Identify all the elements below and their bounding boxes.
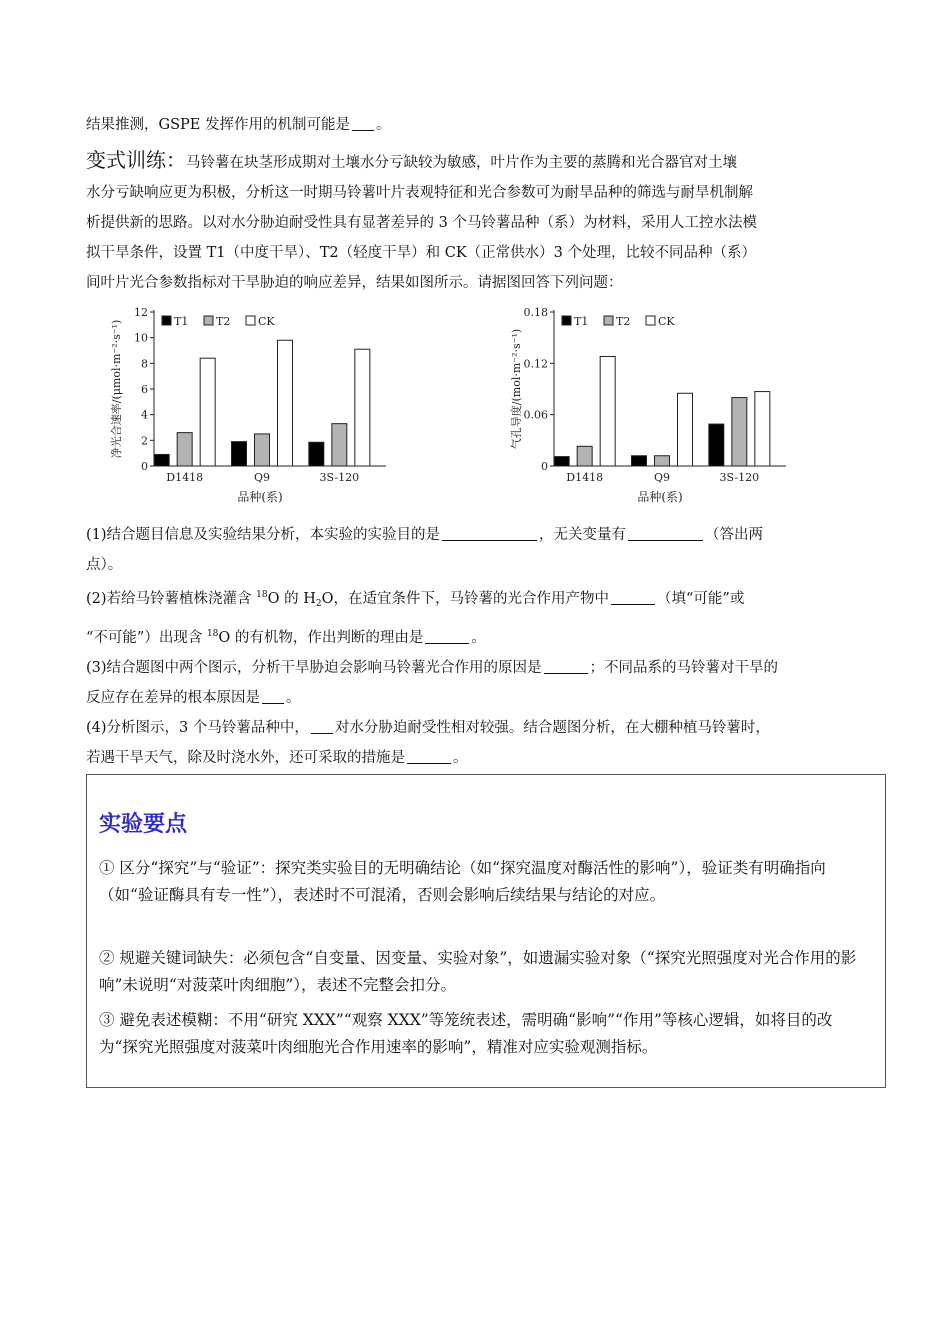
legend-label-T2: T2 bbox=[616, 315, 631, 328]
y-tick-label: 4 bbox=[141, 408, 148, 422]
x-axis-label: 品种(系) bbox=[637, 490, 683, 504]
question-1 bbox=[86, 520, 778, 550]
bar-CK-3S-120 bbox=[355, 349, 370, 466]
q3-text: 反应存在差异的根本原因是 bbox=[86, 690, 260, 706]
answer-blank bbox=[425, 642, 469, 644]
answer-blank bbox=[442, 539, 537, 541]
y-tick-label: 10 bbox=[134, 331, 148, 345]
question-3 bbox=[86, 653, 778, 683]
key-points-title: 实验要点 bbox=[99, 812, 188, 837]
question-3-cont bbox=[86, 683, 778, 713]
intro-text: 结果推测，GSPE 发挥作用的机制可能是 bbox=[86, 117, 350, 133]
q2-sub: 2 bbox=[315, 599, 322, 609]
answer-blank bbox=[352, 129, 374, 131]
answer-blank bbox=[544, 672, 588, 674]
y-tick-label: 8 bbox=[141, 357, 148, 371]
y-tick-label: 12 bbox=[134, 306, 148, 319]
bar-CK-D1418 bbox=[200, 358, 215, 466]
question-2-cont bbox=[86, 619, 778, 653]
variant-line-4: 拟干旱条件，设置 T1（中度干旱）、T2（轻度干旱）和 CK（正常供水）3 个处理，比较不同品种（系） bbox=[86, 245, 757, 261]
stomatal-conductance-chart bbox=[484, 300, 804, 510]
bar-T2-3S-120 bbox=[332, 424, 347, 466]
q2-text: O，在适宜条件下，马铃薯的光合作用产物中 bbox=[321, 591, 609, 607]
bar-T2-Q9 bbox=[255, 434, 270, 466]
bar-CK-Q9 bbox=[678, 393, 693, 466]
variant-text: 马铃薯在块茎形成期对土壤水分亏缺较为敏感，叶片作为主要的蒸腾和光合器官对土壤 bbox=[186, 155, 737, 171]
q2-sup: 18 bbox=[256, 590, 268, 600]
q2-text: O 的 H bbox=[267, 591, 316, 607]
q1-text: （答出两 bbox=[705, 527, 764, 543]
key-point-1: ① 区分“探究”与“验证”：探究类实验目的无明确结论（如“探究温度对酶活性的影响”），验证类有明确指向（如“验证酶具有专一性”），表述时不可混淆，否则会影响后续结果与结论的对应。 bbox=[99, 859, 826, 904]
legend-label-CK: CK bbox=[658, 315, 675, 328]
q2-text: 。 bbox=[471, 630, 486, 646]
answer-blank bbox=[407, 762, 451, 764]
x-tick-label: D1418 bbox=[166, 471, 204, 484]
legend-swatch-T2 bbox=[604, 316, 613, 325]
question-4-cont bbox=[86, 743, 778, 773]
key-point-2: ② 规避关键词缺失：必须包含“自变量、因变量、实验对象”，如遗漏实验对象（“探究光照强度对光合作用的影响”未说明“对菠菜叶肉细胞”），表述不完整会扣分。 bbox=[99, 949, 857, 994]
intro-end: 。 bbox=[375, 117, 391, 133]
q3-text: (3)结合题图中两个图示，分析干旱胁迫会影响马铃薯光合作用的原因是 bbox=[86, 660, 542, 676]
variant-heading: 变式训练： bbox=[86, 148, 186, 172]
variant-line-5: 间叶片光合参数指标对干旱胁迫的响应差异，结果如图所示。请据图回答下列问题： bbox=[86, 275, 623, 291]
y-tick-label: 0.12 bbox=[523, 357, 548, 371]
x-tick-label: 3S-120 bbox=[319, 471, 360, 484]
variant-section bbox=[86, 145, 757, 298]
x-tick-label: 3S-120 bbox=[719, 471, 760, 484]
q2-sup: 18 bbox=[206, 629, 219, 639]
legend-label-CK: CK bbox=[258, 315, 275, 328]
variant-line-1 bbox=[86, 145, 757, 178]
y-tick-label: 0 bbox=[141, 460, 148, 473]
question-4 bbox=[86, 713, 778, 743]
question-2 bbox=[86, 580, 778, 619]
bar-T1-Q9 bbox=[232, 442, 247, 466]
bar-T1-Q9 bbox=[632, 456, 647, 466]
y-axis-label: 净光合速率/(μmol·m⁻²·s⁻¹) bbox=[110, 319, 123, 459]
bar-T2-D1418 bbox=[177, 433, 192, 466]
bar-CK-D1418 bbox=[600, 356, 615, 466]
key-points-box bbox=[86, 774, 886, 1088]
q4-text: (4)分析图示，3 个马铃薯品种中， bbox=[86, 720, 309, 736]
legend-swatch-CK bbox=[246, 316, 255, 325]
bar-T1-D1418 bbox=[554, 457, 569, 466]
bar-T2-3S-120 bbox=[732, 398, 747, 466]
bar-T2-Q9 bbox=[655, 456, 670, 466]
q2-text: O 的有机物，作出判断的理由是 bbox=[218, 630, 424, 646]
q1-text: (1)结合题目信息及实验结果分析，本实验的实验目的是 bbox=[86, 527, 441, 543]
legend-label-T1: T1 bbox=[174, 315, 189, 328]
y-tick-label: 0 bbox=[541, 460, 548, 473]
net-photosynthesis-chart bbox=[84, 300, 404, 510]
bar-CK-3S-120 bbox=[755, 392, 770, 466]
bar-T2-D1418 bbox=[577, 446, 592, 466]
y-tick-label: 2 bbox=[141, 434, 148, 448]
bar-CK-Q9 bbox=[278, 340, 293, 466]
answer-blank bbox=[311, 732, 333, 734]
q1-text: ，无关变量有 bbox=[539, 527, 627, 543]
figure-charts bbox=[84, 300, 804, 510]
q3-text: ；不同品系的马铃薯对干旱的 bbox=[589, 660, 779, 676]
answer-blank bbox=[262, 702, 284, 704]
bar-T1-3S-120 bbox=[709, 424, 724, 466]
y-axis-label: 气孔导度/(mol·m⁻²·s⁻¹) bbox=[510, 328, 523, 450]
answer-blank bbox=[611, 603, 655, 605]
bar-T1-3S-120 bbox=[309, 442, 324, 466]
y-tick-label: 0.18 bbox=[523, 306, 548, 319]
y-tick-label: 6 bbox=[141, 383, 148, 396]
variant-line-3: 析提供新的思路。以对水分胁迫耐受性具有显著差异的 3 个马铃薯品种（系）为材料，采用人工控水法模 bbox=[86, 215, 757, 231]
x-tick-label: D1418 bbox=[566, 471, 604, 484]
legend-swatch-CK bbox=[646, 316, 655, 325]
question-1-cont: 点）。 bbox=[86, 557, 123, 573]
q3-text: 。 bbox=[286, 690, 301, 706]
q4-text: 。 bbox=[453, 750, 468, 766]
x-axis-label: 品种(系) bbox=[237, 490, 283, 504]
key-point-3: ③ 避免表述模糊：不用“研究 XXX”“观察 XXX”等笼统表述，需明确“影响”“作用”等核心逻辑，如将目的改为“探究光照强度对菠菜叶肉细胞光合作用速率的影响”，精准对应实验观测指标。 bbox=[99, 1011, 833, 1056]
questions bbox=[86, 520, 778, 773]
legend-swatch-T1 bbox=[562, 316, 571, 325]
legend-label-T1: T1 bbox=[574, 315, 589, 328]
x-tick-label: Q9 bbox=[653, 471, 671, 484]
legend-swatch-T2 bbox=[204, 316, 213, 325]
variant-line-2: 水分亏缺响应更为积极，分析这一时期马铃薯叶片表观特征和光合参数可为耐旱品种的筛选与耐旱机制解 bbox=[86, 185, 753, 201]
bar-T1-D1418 bbox=[154, 454, 169, 466]
q2-text: “不可能”）出现含 bbox=[86, 630, 207, 646]
q4-text: 若遇干旱天气，除及时浇水外，还可采取的措施是 bbox=[86, 750, 405, 766]
x-tick-label: Q9 bbox=[253, 471, 271, 484]
q2-text: (2)若给马铃薯植株浇灌含 bbox=[86, 591, 257, 607]
y-tick-label: 0.06 bbox=[523, 408, 548, 422]
answer-blank bbox=[628, 539, 703, 541]
legend-label-T2: T2 bbox=[216, 315, 231, 328]
q2-text: （填“可能”或 bbox=[657, 591, 745, 607]
intro-line bbox=[86, 110, 390, 140]
legend-swatch-T1 bbox=[162, 316, 171, 325]
q4-text: 对水分胁迫耐受性相对较强。结合题图分析，在大棚种植马铃薯时， bbox=[334, 720, 770, 736]
